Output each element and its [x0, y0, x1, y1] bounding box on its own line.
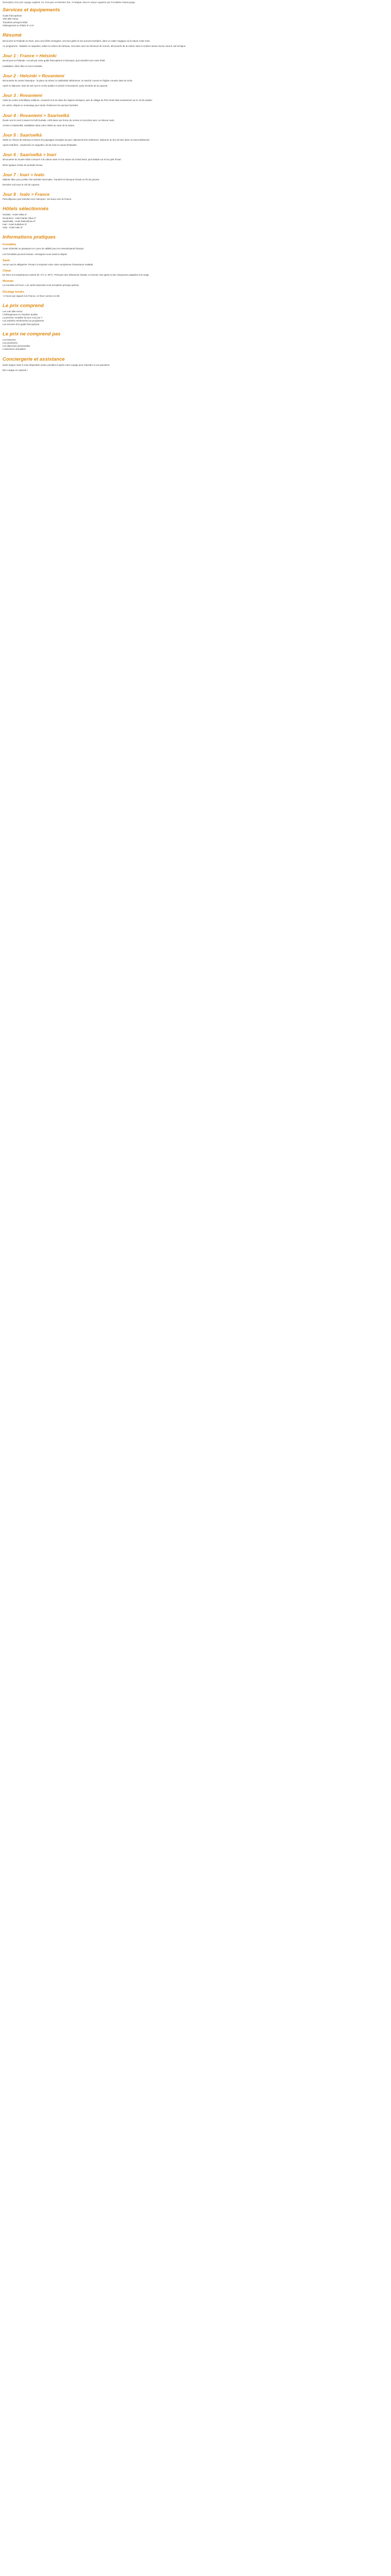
- practical-group: [3, 280, 388, 287]
- day-paragraph: Après le déjeuner, train de nuit vers le cercle polaire et arrivée à Rovaniemi, porte d'entrée de la Laponie.: [3, 84, 108, 88]
- day-title: Jour 5 : Saariselkä: [3, 132, 42, 138]
- services-line: Transferts aéroport-hôtel: [3, 21, 28, 24]
- hotels-title: Hôtels sélectionnés: [3, 206, 49, 212]
- welcome-title: Résumé: [3, 32, 22, 39]
- hotel-line: Ivalo : Hotel Ivalo 3*: [3, 226, 23, 229]
- contact-section: [3, 357, 388, 372]
- contact-paragraph: Bon voyage en Laponie !: [3, 368, 28, 371]
- day-paragraph: En soirée, départ en motoneige pour tenter d'observer les aurores boréales.: [3, 104, 79, 107]
- day-paragraph: Dernière nuit sous le ciel de Laponie.: [3, 183, 40, 187]
- practical-paragraph: Les formalités peuvent évoluer, renseignez-vous avant le départ.: [3, 252, 68, 256]
- day-block: [3, 113, 388, 127]
- prices-line: La pension complète du jour 2 au jour 7: [3, 316, 43, 319]
- day-block: [3, 152, 388, 166]
- hotel-line: Helsinki : Hotel Helka 3*: [3, 213, 27, 216]
- practical-paragraph: La monnaie est l'euro. Les cartes bancaires sont acceptées presque partout.: [3, 284, 79, 287]
- day-paragraph: Après-midi libre : randonnée en raquettes, ski de fond ou sauna finlandais.: [3, 144, 77, 147]
- practical-paragraph: Carte d'identité ou passeport en cours de validité pour les ressortissants français.: [3, 247, 85, 250]
- practical-group: [3, 291, 388, 298]
- day-title: Jour 1 : France > Helsinki: [3, 53, 57, 59]
- prices-line: Les vols aller-retour: [3, 310, 23, 313]
- day-paragraph: Envol pour la Finlande. Accueil par votre guide francophone à l'aéroport, puis transfert vers votre hôtel.: [3, 59, 106, 62]
- day-block: [3, 172, 388, 187]
- hotel-line: Inari : Hotel Kultahovi 3*: [3, 223, 27, 226]
- day-title: Jour 3 : Rovaniemi: [3, 93, 42, 98]
- contact-title: Conciergerie et assistance: [3, 356, 65, 362]
- practical-section: [3, 234, 388, 297]
- day-block: [3, 192, 388, 201]
- prices-line: L'hébergement en chambre double: [3, 313, 38, 316]
- practical-paragraph: Aucun vaccin obligatoire. Pensez à emporter votre carte européenne d'assurance maladie.: [3, 263, 94, 266]
- day-title: Jour 2 : Helsinki > Rovaniemi: [3, 73, 64, 78]
- welcome-section: [3, 32, 388, 48]
- day-block: [3, 132, 388, 147]
- not-included-section: [3, 331, 388, 351]
- not-included-line: L'assurance annulation: [3, 348, 26, 351]
- day-paragraph: Découverte du centre historique : la place du Sénat, la cathédrale luthérienne, le marché couvert et l'église creusée dans la roche.: [3, 79, 133, 82]
- services-title: Services et équipements: [3, 7, 60, 13]
- services-line: Vols aller-retour: [3, 18, 19, 21]
- services-line: Hébergement en hôtels 3* et 4*: [3, 24, 35, 27]
- day-block: [3, 53, 388, 67]
- prices-title: Le prix comprend: [3, 302, 44, 309]
- practical-paragraph: +1 heure par rapport à la France, en hiver comme en été.: [3, 294, 60, 297]
- not-included-title: Le prix ne comprend pas: [3, 331, 61, 337]
- day-paragraph: Installation, dîner libre et nuit à Helsinki.: [3, 64, 43, 67]
- day-paragraph: Dîner typique à base de produits locaux.: [3, 163, 43, 166]
- intro-text: Description d'un jour-voyage Lapland. Ce n'est pas un itinéraire fixe, il s'adapte selon le séjour organisé par Formalités-Claravoyage.: [3, 1, 136, 4]
- day-block: [3, 73, 388, 88]
- services-section: [3, 7, 388, 27]
- practical-group: [3, 243, 388, 256]
- welcome-paragraph: Au programme : balades en raquettes, safari en chiens de traîneau, rencontre avec les éleveurs de rennes, découverte de la culture sami et soirées autour du feu sous le ciel arctique.: [3, 45, 186, 48]
- not-included-line: Les boissons: [3, 338, 16, 341]
- day-block: [3, 93, 388, 107]
- day-paragraph: Matinée libre pour profiter des activités hivernales. Transfert à l'aéroport d'Ivalo en fin de journée.: [3, 178, 100, 181]
- page: [0, 0, 391, 377]
- practical-paragraph: En hiver, les températures varient de -5°C à -30°C. Prévoyez des vêtements chauds, un bonnet, des gants et des chaussures adaptées à la neige.: [3, 274, 150, 277]
- not-included-line: Les dépenses personnelles: [3, 345, 30, 348]
- day-title: Jour 6 : Saariselkä > Inari: [3, 152, 56, 158]
- practical-group: [3, 269, 388, 277]
- prices-line: Les activités mentionnées au programme: [3, 319, 44, 323]
- prices-section: [3, 303, 388, 326]
- welcome-paragraph: Découvrez la Finlande en hiver, avec ses forêts enneigées, ses lacs gelés et ses aurores boréales, dans un cadre magique où la nature reste reine.: [3, 40, 151, 43]
- day-paragraph: Découverte du musée Siida consacré à la culture sami et à la nature du Grand Nord, puis balade sur le lac gelé d'Inari.: [3, 158, 122, 161]
- day-paragraph: Arrivée à Saariselkä, installation dans votre chalet au cœur de la nature.: [3, 124, 75, 127]
- practical-subtitle: Santé: [3, 259, 10, 262]
- hotel-line: Rovaniemi : Hotel Santa Claus 4*: [3, 216, 37, 219]
- days-section: [3, 53, 388, 201]
- not-included-line: Les pourboires: [3, 341, 18, 344]
- prices-line: Les services d'un guide francophone: [3, 323, 40, 326]
- practical-subtitle: Climat: [3, 269, 11, 273]
- contact-paragraph: Notre équipe reste à votre disposition avant, pendant et après votre voyage pour répondre à vos questions.: [3, 363, 110, 366]
- hotels-section: [3, 206, 388, 229]
- practical-group: [3, 259, 388, 266]
- day-title: Jour 8 : Ivalo > France: [3, 192, 50, 197]
- practical-title: Informations pratiques: [3, 234, 56, 241]
- day-paragraph: Visite du centre scientifique Arktikum, consacré à la vie dans les régions arctiques, puis du village du Père Noël situé exactement sur le cercle polaire.: [3, 99, 153, 102]
- practical-subtitle: Formalités: [3, 243, 17, 247]
- practical-subtitle: Monnaie: [3, 280, 14, 283]
- day-paragraph: Petit-déjeuner puis transfert vers l'aéroport. Vol retour vers la France.: [3, 198, 72, 201]
- practical-subtitle: Décalage horaire: [3, 290, 24, 294]
- hotel-line: Saariselkä : Hotel Riekonlinna 3*: [3, 219, 36, 223]
- day-paragraph: Safari en chiens de traîneau à travers les paysages enneigés du parc national d'Urho Kekkonen. Déjeuner au feu de bois dans un kota traditionnel.: [3, 139, 150, 142]
- services-line: Guide francophone: [3, 14, 22, 18]
- day-paragraph: Route vers le nord à travers la forêt boréale. Arrêt dans une ferme de rennes et rencontre avec un éleveur sami.: [3, 118, 115, 122]
- day-title: Jour 7 : Inari > Ivalo: [3, 172, 44, 177]
- day-title: Jour 4 : Rovaniemi > Saariselkä: [3, 112, 70, 118]
